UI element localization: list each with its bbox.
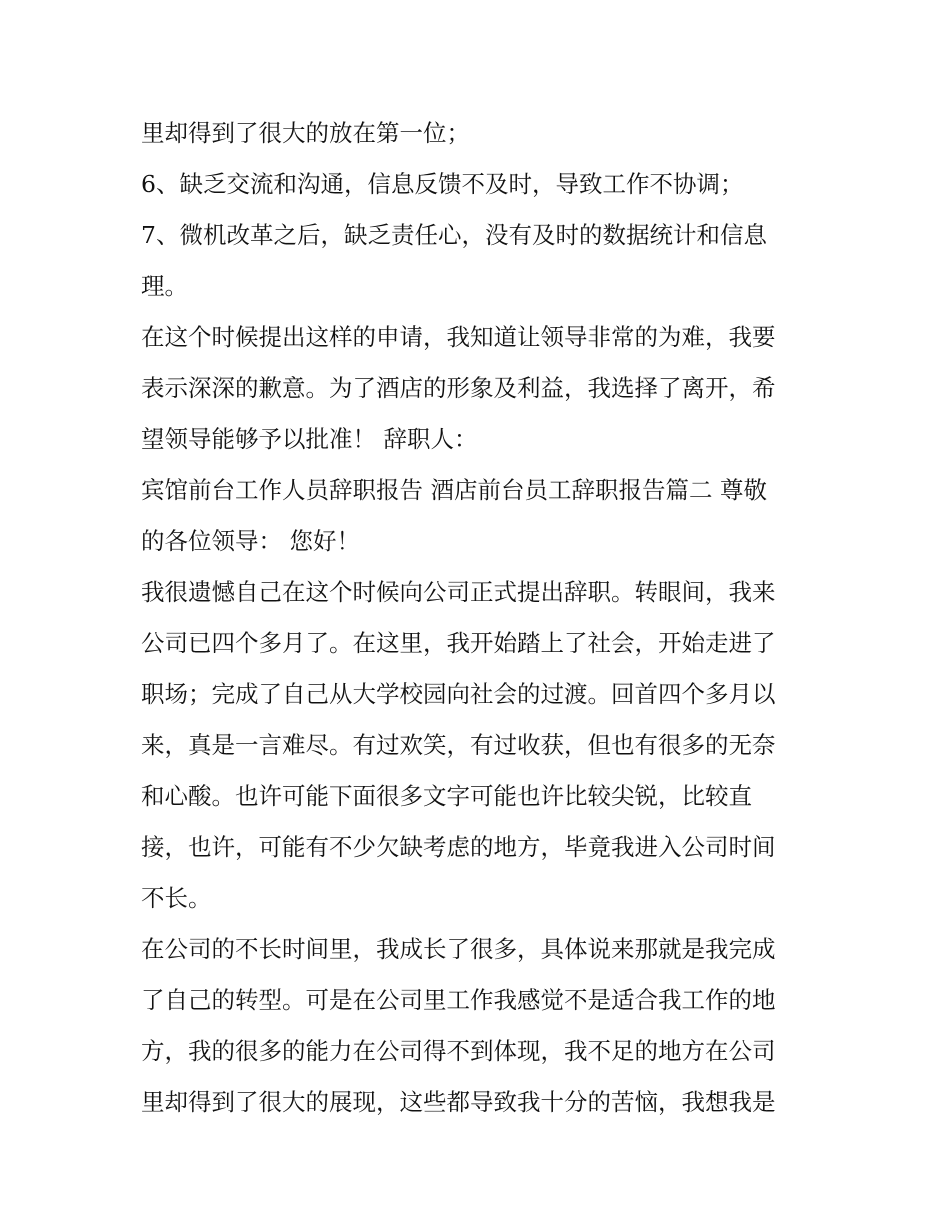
text-line: 的各位领导： 您好！ [141,527,360,555]
text-line: 职场；完成了自己从大学校园向社会的过渡。回首四个多月以 [141,680,776,708]
text-line: 里却得到了很大的放在第一位； [141,119,470,147]
text-line: 宾馆前台工作人员辞职报告 酒店前台员工辞职报告篇二 尊敬 [141,476,767,504]
text-line: 理。 [141,272,188,300]
text-line: 了自己的转型。可是在公司里工作我感觉不是适合我工作的地 [141,986,776,1014]
text-line: 公司已四个多月了。在这里，我开始踏上了社会，开始走进了 [141,629,776,657]
text-line: 不长。 [141,884,212,912]
text-line: 7、微机改革之后，缺乏责任心，没有及时的数据统计和信息 [141,221,767,249]
text-line: 接，也许，可能有不少欠缺考虑的地方，毕竟我进入公司时间 [141,833,776,861]
text-line: 来，真是一言难尽。有过欢笑，有过收获，但也有很多的无奈 [141,731,776,759]
text-line: 表示深深的歉意。为了酒店的形象及利益，我选择了离开，希 [141,374,776,402]
text-line: 里却得到了很大的展现，这些都导致我十分的苦恼，我想我是 [141,1088,776,1116]
text-line: 望领导能够予以批准！ 辞职人： [141,425,478,453]
text-line: 我很遗憾自己在这个时候向公司正式提出辞职。转眼间，我来 [141,578,776,606]
text-line: 在这个时候提出这样的申请，我知道让领导非常的为难，我要 [141,323,776,351]
text-line: 6、缺乏交流和沟通，信息反馈不及时，导致工作不协调； [141,170,744,198]
text-line: 和心酸。也许可能下面很多文字可能也许比较尖锐，比较直 [141,782,752,810]
text-line: 在公司的不长时间里，我成长了很多，具体说来那就是我完成 [141,935,776,963]
text-line: 方，我的很多的能力在公司得不到体现，我不足的地方在公司 [141,1037,776,1065]
document-body [141,108,821,1128]
